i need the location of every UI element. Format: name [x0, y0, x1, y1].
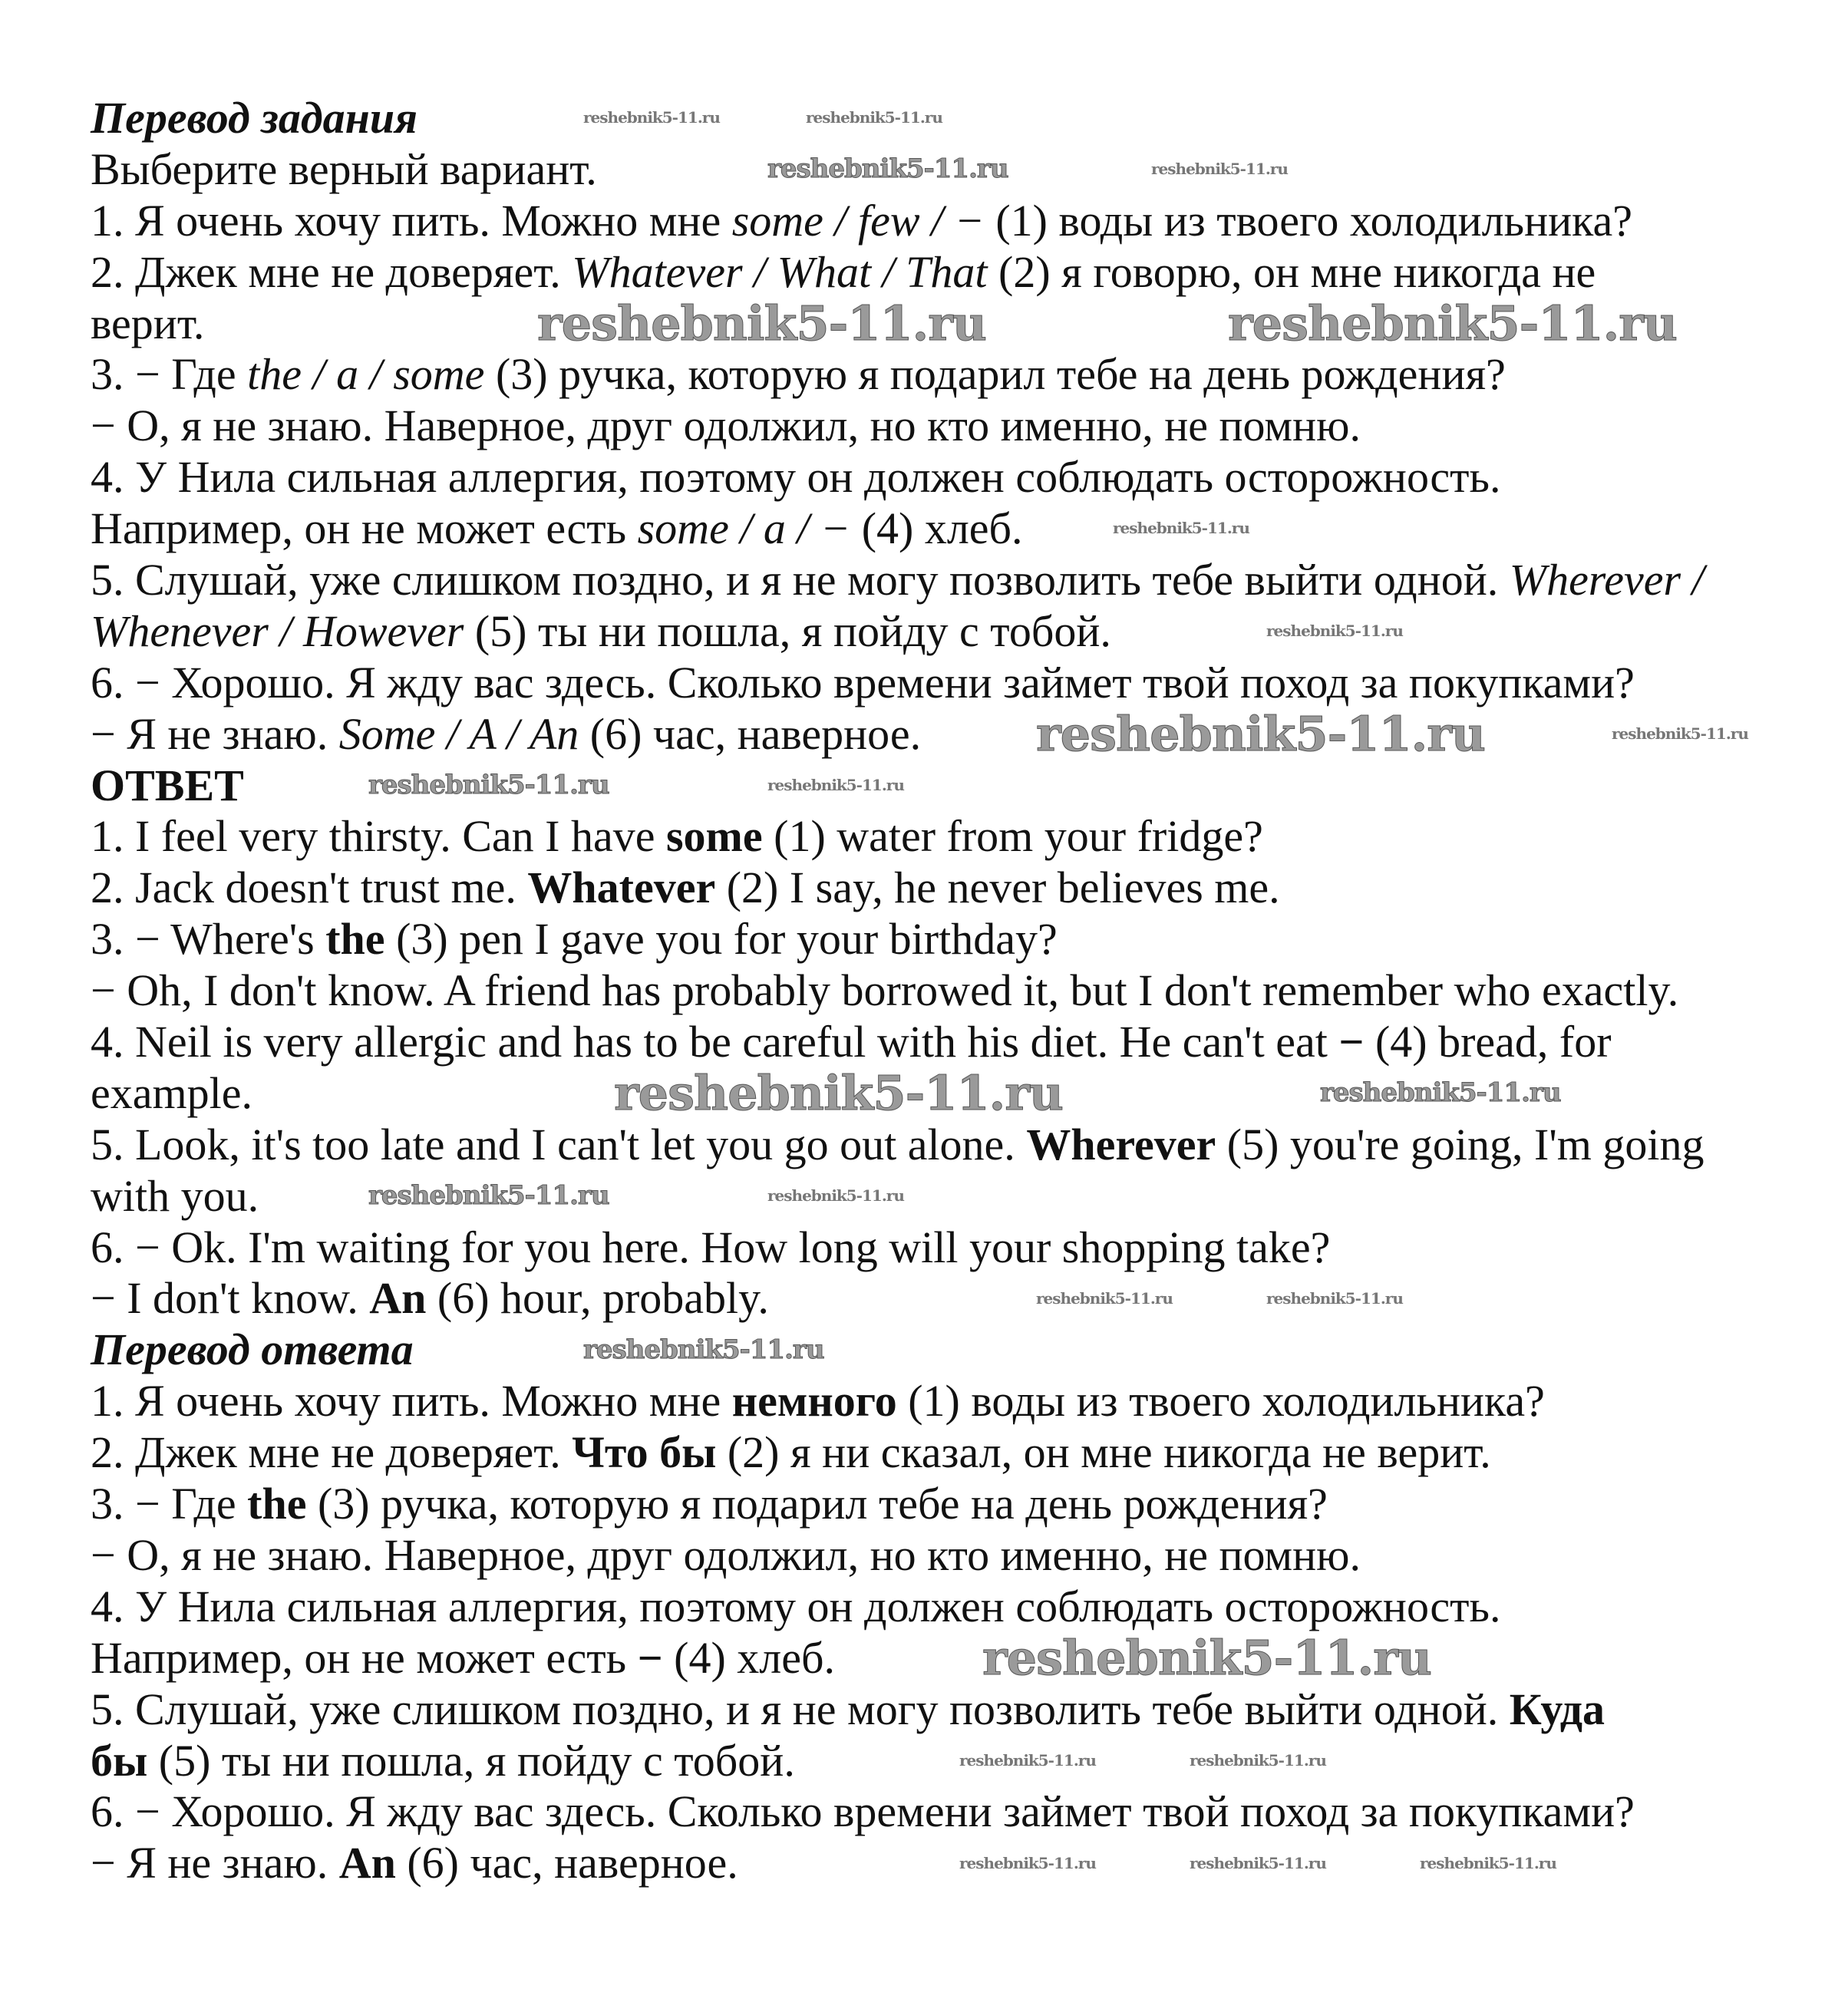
watermark: reshebnik5-11.ru — [1190, 1854, 1326, 1872]
bold-text: ОТВЕТ — [91, 760, 244, 810]
watermark: reshebnik5-11.ru — [1320, 1077, 1561, 1108]
text-line — [91, 1273, 1779, 1324]
text-line — [91, 1582, 1779, 1633]
watermark: reshebnik5-11.ru — [1266, 1289, 1403, 1308]
text-segment: 3. − Где — [91, 349, 248, 400]
text-segment: верит. — [91, 298, 205, 348]
text-segment: (5) ты ни пошла, я пойду с тобой. — [464, 605, 1111, 656]
bold-text: some — [665, 811, 763, 862]
bold-text: − — [1338, 1017, 1365, 1067]
text-line — [91, 1017, 1779, 1068]
watermark: reshebnik5-11.ru — [614, 1065, 1063, 1121]
text-line — [91, 196, 1779, 247]
text-segment: 1. Я очень хочу пить. Можно мне — [91, 1376, 732, 1427]
text-segment: 5. Look, it's too late and I can't let you go out alone. — [91, 1119, 1027, 1169]
text-segment: (1) water from your fridge? — [762, 811, 1263, 862]
italic-text: Wherever / — [1509, 555, 1704, 605]
watermark: reshebnik5-11.ru — [982, 1630, 1431, 1686]
watermark: reshebnik5-11.ru — [959, 1854, 1096, 1872]
text-segment: 1. I feel very thirsty. Can I have — [91, 811, 666, 862]
watermark: reshebnik5-11.ru — [767, 1186, 904, 1205]
text-segment: (4) хлеб. — [850, 503, 1023, 554]
bold-text: the — [325, 914, 385, 965]
text-segment: 1. Я очень хочу пить. Можно мне — [91, 195, 732, 246]
italic-text: Some / A / An — [338, 708, 579, 759]
text-line — [91, 863, 1779, 914]
document-body — [91, 93, 1779, 1889]
text-line — [91, 1376, 1779, 1427]
watermark: reshebnik5-11.ru — [767, 153, 1008, 184]
text-segment: − О, я не знаю. Наверное, друг одолжил, но кто именно, не помню. — [91, 1529, 1361, 1580]
bold-text: Что бы — [572, 1427, 717, 1478]
text-line — [91, 1324, 1779, 1376]
text-line — [91, 555, 1779, 606]
text-segment: (4) bread, for — [1364, 1017, 1612, 1067]
bold-text: Wherever — [1026, 1119, 1216, 1169]
text-segment: (3) pen I gave you for your birthday? — [384, 914, 1058, 965]
text-line — [91, 1630, 1779, 1686]
text-line — [91, 1120, 1779, 1171]
text-segment: − Я не знаю. — [91, 708, 339, 759]
text-segment: (3) ручка, которую я подарил тебе на день рождения? — [484, 349, 1506, 400]
watermark: reshebnik5-11.ru — [537, 295, 986, 351]
text-segment: (2) я говорю, он мне никогда не — [987, 246, 1596, 297]
italic-text: Whenever / However — [91, 605, 464, 656]
watermark: reshebnik5-11.ru — [368, 1180, 609, 1211]
italic-text: some / few / − — [731, 195, 985, 246]
watermark: reshebnik5-11.ru — [806, 108, 942, 127]
text-line — [91, 1786, 1779, 1838]
watermark: reshebnik5-11.ru — [583, 108, 720, 127]
bold-text: бы — [91, 1735, 148, 1786]
text-segment: 6. − Хорошо. Я жду вас здесь. Сколько времени займет твой поход за покупками? — [91, 1786, 1635, 1837]
text-segment: Выберите верный вариант. — [91, 143, 597, 194]
text-segment: 5. Слушай, уже слишком поздно, и я не могу позволить тебе выйти одной. — [91, 1684, 1510, 1734]
italic-text: some / a / − — [637, 503, 851, 554]
text-segment: (1) воды из твоего холодильника? — [896, 1376, 1545, 1427]
text-line — [91, 811, 1779, 863]
bold-text: Whatever — [527, 863, 716, 913]
watermark: reshebnik5-11.ru — [1420, 1854, 1556, 1872]
text-line — [91, 1530, 1779, 1582]
watermark: reshebnik5-11.ru — [1113, 519, 1249, 537]
text-line — [91, 1427, 1779, 1479]
text-segment: Например, он не может есть — [91, 1632, 638, 1683]
bold-text: An — [369, 1273, 427, 1324]
italic-text: the / a / some — [247, 349, 485, 400]
watermark: reshebnik5-11.ru — [583, 1334, 824, 1365]
bold-text: Перевод ответа — [91, 1324, 414, 1375]
text-segment: 3. − Where's — [91, 914, 326, 965]
text-segment: (5) you're going, I'm going — [1216, 1119, 1704, 1169]
text-line — [91, 1736, 1779, 1787]
text-segment: (3) ручка, которую я подарил тебе на день рождения? — [306, 1479, 1328, 1529]
text-segment: − Я не знаю. — [91, 1838, 339, 1888]
text-segment: 2. Джек мне не доверяет. — [91, 1427, 573, 1478]
watermark: reshebnik5-11.ru — [767, 776, 904, 794]
text-segment: with you. — [91, 1170, 259, 1221]
text-segment: 6. − Хорошо. Я жду вас здесь. Сколько времени займет твой поход за покупками? — [91, 657, 1635, 707]
bold-text: Перевод задания — [91, 93, 417, 143]
text-line — [91, 349, 1779, 401]
text-segment: (2) я ни сказал, он мне никогда не верит. — [716, 1427, 1491, 1478]
text-segment: example. — [91, 1067, 252, 1118]
text-segment: 2. Джек мне не доверяет. — [91, 246, 573, 297]
text-segment: (6) hour, probably. — [426, 1273, 769, 1324]
watermark: reshebnik5-11.ru — [1266, 622, 1403, 640]
bold-text: An — [338, 1838, 396, 1888]
text-segment: 2. Jack doesn't trust me. — [91, 863, 528, 913]
text-line — [91, 503, 1779, 555]
text-line — [91, 1684, 1779, 1736]
text-line — [91, 606, 1779, 658]
watermark: reshebnik5-11.ru — [368, 770, 609, 800]
text-line — [91, 452, 1779, 503]
text-line — [91, 401, 1779, 452]
italic-text: Whatever / What / That — [572, 246, 988, 297]
bold-text: Куда — [1509, 1684, 1605, 1734]
text-segment: − О, я не знаю. Наверное, друг одолжил, но кто именно, не помню. — [91, 401, 1361, 451]
text-line — [91, 1171, 1779, 1222]
text-segment: 4. Neil is very allergic and has to be careful with his diet. He can't eat — [91, 1017, 1339, 1067]
text-line — [91, 247, 1779, 299]
text-segment: (1) воды из твоего холодильника? — [984, 195, 1632, 246]
text-segment: (6) час, наверное. — [579, 708, 922, 759]
text-line — [91, 914, 1779, 965]
text-segment: 4. У Нила сильная аллергия, поэтому он должен соблюдать осторожность. — [91, 452, 1501, 503]
text-segment: (4) хлеб. — [662, 1632, 835, 1683]
text-segment: (6) час, наверное. — [395, 1838, 738, 1888]
bold-text: the — [247, 1479, 307, 1529]
text-line — [91, 760, 1779, 812]
bold-text: − — [637, 1632, 663, 1683]
text-segment: − I don't know. — [91, 1273, 370, 1324]
text-segment: 5. Слушай, уже слишком поздно, и я не могу позволить тебе выйти одной. — [91, 555, 1510, 605]
text-segment: Например, он не может есть — [91, 503, 638, 554]
bold-text: немного — [731, 1376, 897, 1427]
watermark: reshebnik5-11.ru — [1190, 1751, 1326, 1770]
text-segment: 4. У Нила сильная аллергия, поэтому он должен соблюдать осторожность. — [91, 1581, 1501, 1631]
text-line — [91, 1479, 1779, 1530]
watermark: reshebnik5-11.ru — [959, 1751, 1096, 1770]
text-segment: − Oh, I don't know. A friend has probably borrowed it, but I don't remember who exactly. — [91, 965, 1679, 1016]
text-segment: 6. − Ok. I'm waiting for you here. How long will your shopping take? — [91, 1222, 1331, 1272]
text-segment: (2) I say, he never believes me. — [715, 863, 1280, 913]
text-segment: 3. − Где — [91, 1479, 248, 1529]
text-line — [91, 658, 1779, 709]
watermark: reshebnik5-11.ru — [1228, 295, 1677, 351]
watermark: reshebnik5-11.ru — [1036, 706, 1485, 762]
watermark: reshebnik5-11.ru — [1151, 160, 1288, 178]
text-line — [91, 706, 1779, 762]
watermark: reshebnik5-11.ru — [1036, 1289, 1173, 1308]
watermark: reshebnik5-11.ru — [1612, 724, 1748, 743]
text-line — [91, 965, 1779, 1017]
text-line — [91, 1222, 1779, 1274]
text-segment: (5) ты ни пошла, я пойду с тобой. — [147, 1735, 795, 1786]
